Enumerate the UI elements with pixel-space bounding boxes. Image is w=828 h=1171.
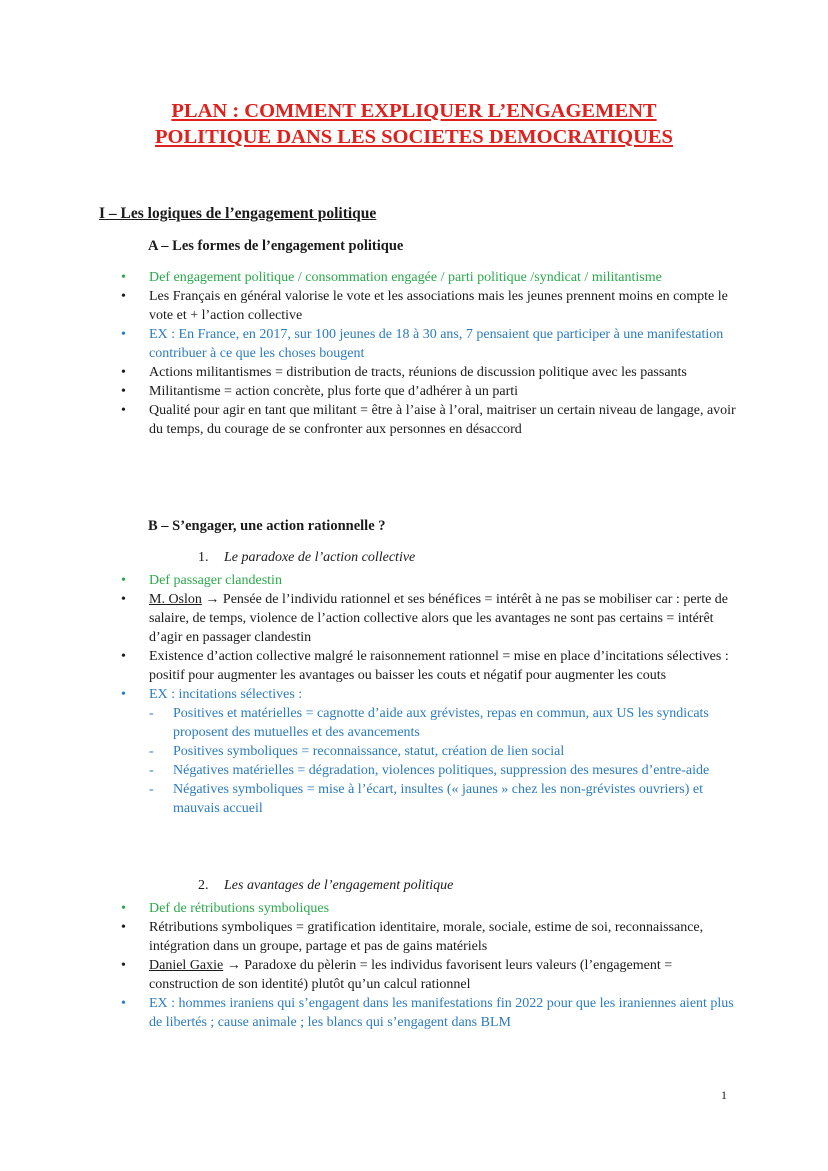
- bullet-icon: •: [121, 996, 126, 1011]
- list-item: [0, 287, 828, 325]
- bullet-icon: •: [121, 958, 126, 973]
- list-item: [0, 382, 828, 401]
- bullet-icon: •: [121, 365, 126, 380]
- item-text: Militantisme = action concrète, plus forte que d’adhérer à un parti: [149, 384, 519, 399]
- list-item: [0, 590, 828, 647]
- part-heading-1: [198, 550, 415, 566]
- list-item: [0, 899, 828, 918]
- bullet-icon: •: [121, 901, 126, 916]
- list-advantages: [0, 899, 828, 1032]
- list-item: [0, 363, 828, 382]
- author-name: M. Oslon: [149, 592, 202, 607]
- part-title: Les avantages de l’engagement politique: [224, 878, 454, 893]
- part-number: 2.: [198, 878, 209, 893]
- title-line-1: PLAN : COMMENT EXPLIQUER L’ENGAGEMENT: [171, 100, 657, 122]
- subsection-heading-b: B – S’engager, une action rationnelle ?: [148, 518, 386, 534]
- item-text: Def passager clandestin: [149, 573, 282, 588]
- list-item: [0, 956, 828, 994]
- bullet-icon: •: [121, 687, 126, 702]
- dash-icon: -: [149, 706, 154, 721]
- sub-list-item: [0, 704, 828, 742]
- bullet-icon: •: [121, 270, 126, 285]
- item-text: Qualité pour agir en tant que militant = être à l’aise à l’oral, maitriser un certain niveau de langage, avoir du temps, du courage de se confronter aux personnes en désaccord: [149, 403, 736, 437]
- item-text: EX : incitations sélectives :: [149, 687, 303, 702]
- bullet-icon: •: [121, 573, 126, 588]
- list-item: [0, 994, 828, 1032]
- list-item: [0, 268, 828, 287]
- list-item: [0, 401, 828, 439]
- item-text: EX : En France, en 2017, sur 100 jeunes de 18 à 30 ans, 7 pensaient que participer à une manifestation contribuer à ce que les choses bougent: [149, 327, 724, 361]
- item-text: Actions militantismes = distribution de tracts, réunions de discussion politique avec les passants: [149, 365, 687, 380]
- dash-icon: -: [149, 782, 154, 797]
- page-number: 1: [721, 1088, 727, 1102]
- arrow-right-icon: →: [226, 958, 241, 973]
- bullet-icon: •: [121, 384, 126, 399]
- part-title: Le paradoxe de l’action collective: [224, 550, 416, 565]
- dash-icon: -: [149, 744, 154, 759]
- list-item: [0, 647, 828, 685]
- list-item: [0, 325, 828, 363]
- list-item: [0, 685, 828, 704]
- sub-list-item: [0, 780, 828, 818]
- sub-list-item: [0, 761, 828, 780]
- subsection-heading-a: A – Les formes de l’engagement politique: [148, 238, 404, 254]
- item-text: Positives et matérielles = cagnotte d’aide aux grévistes, repas en commun, aux US les syndicats proposent des mutuelles et des avancements: [173, 706, 709, 740]
- arrow-right-icon: →: [205, 592, 220, 607]
- item-text: Les Français en général valorise le vote et les associations mais les jeunes prennent moins en compte le vote et + l’action collective: [149, 289, 728, 323]
- bullet-icon: •: [121, 327, 126, 342]
- title-line-2: POLITIQUE DANS LES SOCIETES DEMOCRATIQUES: [155, 126, 673, 148]
- item-text: Existence d’action collective malgré le raisonnement rationnel = mise en place d’incitations sélectives : positif pour augmenter les avantages ou baisser les couts et négatif pour augmenter les couts: [149, 649, 729, 683]
- item-text: Def de rétributions symboliques: [149, 901, 330, 916]
- part-number: 1.: [198, 550, 209, 565]
- list-forms: [0, 268, 828, 439]
- item-text: EX : hommes iraniens qui s’engagent dans les manifestations fin 2022 pour que les iraniennes aient plus de libertés ; cause animale ; les blancs qui s’engagent dans BLM: [149, 996, 734, 1030]
- author-name: Daniel Gaxie: [149, 958, 224, 973]
- bullet-icon: •: [121, 592, 126, 607]
- section-heading-1: I – Les logiques de l’engagement politique: [99, 205, 377, 222]
- bullet-icon: •: [121, 289, 126, 304]
- item-text: Pensée de l’individu rationnel et ses bénéfices = intérêt à ne pas se mobiliser car : perte de salaire, de temps, violence de l’action collective alors que les avantages ne sont pas certains = intérêt d’agir en passager clandestin: [149, 592, 729, 645]
- item-text: Positives symboliques = reconnaissance, statut, création de lien social: [173, 744, 565, 759]
- dash-icon: -: [149, 763, 154, 778]
- item-text: Def engagement politique / consommation engagée / parti politique /syndicat / militantisme: [149, 270, 662, 285]
- item-text: Négatives symboliques = mise à l’écart, insultes (« jaunes » chez les non-grévistes ouvriers) et mauvais accueil: [173, 782, 704, 816]
- page-title: [80, 98, 748, 150]
- list-collective-action: [0, 571, 828, 818]
- part-heading-2: [198, 878, 453, 894]
- list-item: [0, 918, 828, 956]
- item-text: Paradoxe du pèlerin = les individus favorisent leurs valeurs (l’engagement = construction de son identité) plutôt qu’un calcul rationnel: [149, 958, 673, 992]
- bullet-icon: •: [121, 403, 126, 418]
- item-text: Rétributions symboliques = gratification identitaire, morale, sociale, estime de soi, reconnaissance, intégration dans un groupe, partage et pas de gains matériels: [149, 920, 704, 954]
- sub-list-item: [0, 742, 828, 761]
- item-text: Négatives matérielles = dégradation, violences politiques, suppression des mesures d’entre-aide: [173, 763, 710, 778]
- bullet-icon: •: [121, 649, 126, 664]
- bullet-icon: •: [121, 920, 126, 935]
- list-item: [0, 571, 828, 590]
